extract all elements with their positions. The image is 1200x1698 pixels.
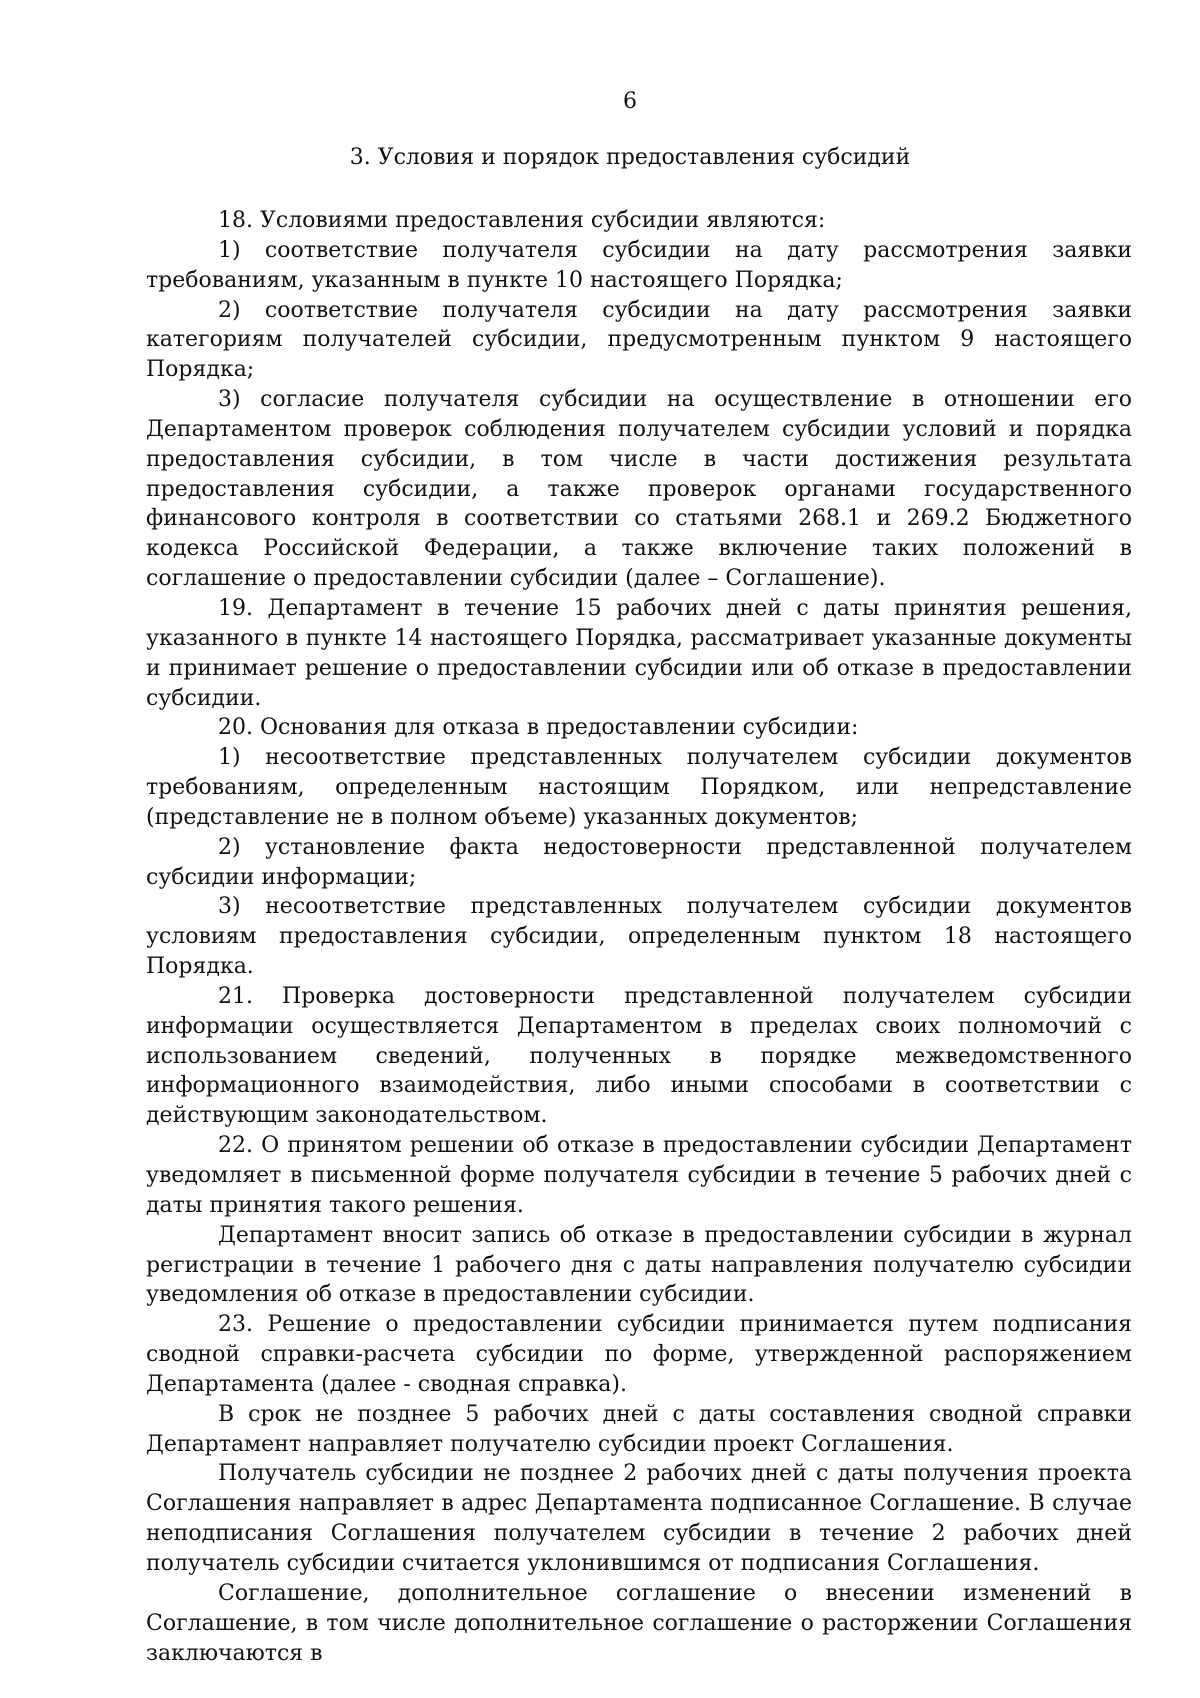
paragraph-23-signing: Получатель субсидии не позднее 2 рабочих дней с даты получения проекта Соглашения направляет в адрес Департамента подписанное Соглашение. В случае неподписания Соглашения получателем субсидии в течение 2 рабочих дней получатель субсидии считается уклонившимся от подписания Соглашения. bbox=[146, 1461, 1132, 1576]
paragraph-23-term: В срок не позднее 5 рабочих дней с даты составления сводной справки Департамент направляет получателю субсидии проект Соглашения. bbox=[146, 1401, 1132, 1457]
paragraph-18-heading: 18. Условиями предоставления субсидии являются: bbox=[218, 208, 826, 233]
paragraph-23-agreement: Соглашение, дополнительное соглашение о внесении изменений в Соглашение, в том числе дополнительное соглашение о расторжении Соглашения заключаются в bbox=[146, 1580, 1132, 1666]
paragraph-22: 22. О принятом решении об отказе в предоставлении субсидии Департамент уведомляет в письменной форме получателя субсидии в течение 5 рабочих дней с даты принятия такого решения. bbox=[146, 1133, 1132, 1218]
paragraph-20-item-2: 2) установление факта недостоверности представленной получателем субсидии информации; bbox=[146, 834, 1132, 890]
paragraph-18-item-2: 2) соответствие получателя субсидии на дату рассмотрения заявки категориям получателей субсидии, предусмотренным пунктом 9 настоящего Порядка; bbox=[146, 297, 1132, 383]
section-title: 3. Условия и порядок предоставления субсидий bbox=[349, 145, 911, 170]
paragraph-18-item-1: 1) соответствие получателя субсидии на дату рассмотрения заявки требованиям, указанным в пункте 10 настоящего Порядка; bbox=[146, 237, 1132, 293]
paragraph-18-item-3: 3) согласие получателя субсидии на осуществление в отношении его Департаментом проверок соблюдения получателем субсидии условий и порядка предоставления субсидии, в том числе в части достижения результата предоставления субсидии, а также проверок органами государственного финансового контроля в соответствии со статьями 268.1 и 269.2 Бюджетного кодекса Российской Федерации, а также включение таких положений в соглашение о предоставлении субсидии (далее – Соглашение). bbox=[146, 387, 1132, 592]
document-body bbox=[146, 206, 1132, 1668]
paragraph-20-heading: 20. Основания для отказа в предоставлении субсидии: bbox=[218, 715, 859, 741]
paragraph-23: 23. Решение о предоставлении субсидии принимается путем подписания сводной справки-расчета субсидии по форме, утвержденной распоряжением Департамента (далее - сводная справка). bbox=[146, 1312, 1132, 1397]
page-number: 6 bbox=[623, 89, 637, 114]
paragraph-22-continued: Департамент вносит запись об отказе в предоставлении субсидии в журнал регистрации в течение 1 рабочего дня с даты направления получателю субсидии уведомления об отказе в предоставлении субсидии. bbox=[146, 1222, 1132, 1308]
paragraph-20-item-1: 1) несоответствие представленных получателем субсидии документов требованиям, определенным настоящим Порядком, или непредставление (представление не в полном объеме) указанных документов; bbox=[146, 745, 1132, 830]
paragraph-21: 21. Проверка достоверности представленной получателем субсидии информации осуществляется Департаментом в пределах своих полномочий с использованием сведений, полученных в порядке межведомственного информационного взаимодействия, либо иными способами в соответствии с действующим законодательством. bbox=[146, 983, 1132, 1129]
paragraph-20-item-3: 3) несоответствие представленных получателем субсидии документов условиям предоставления субсидии, определенным пунктом 18 настоящего Порядка. bbox=[146, 894, 1132, 980]
paragraph-19: 19. Департамент в течение 15 рабочих дней с даты принятия решения, указанного в пункте 14 настоящего Порядка, рассматривает указанные документы и принимает решение о предоставлении субсидии или об отказе в предоставлении субсидии. bbox=[146, 595, 1132, 711]
